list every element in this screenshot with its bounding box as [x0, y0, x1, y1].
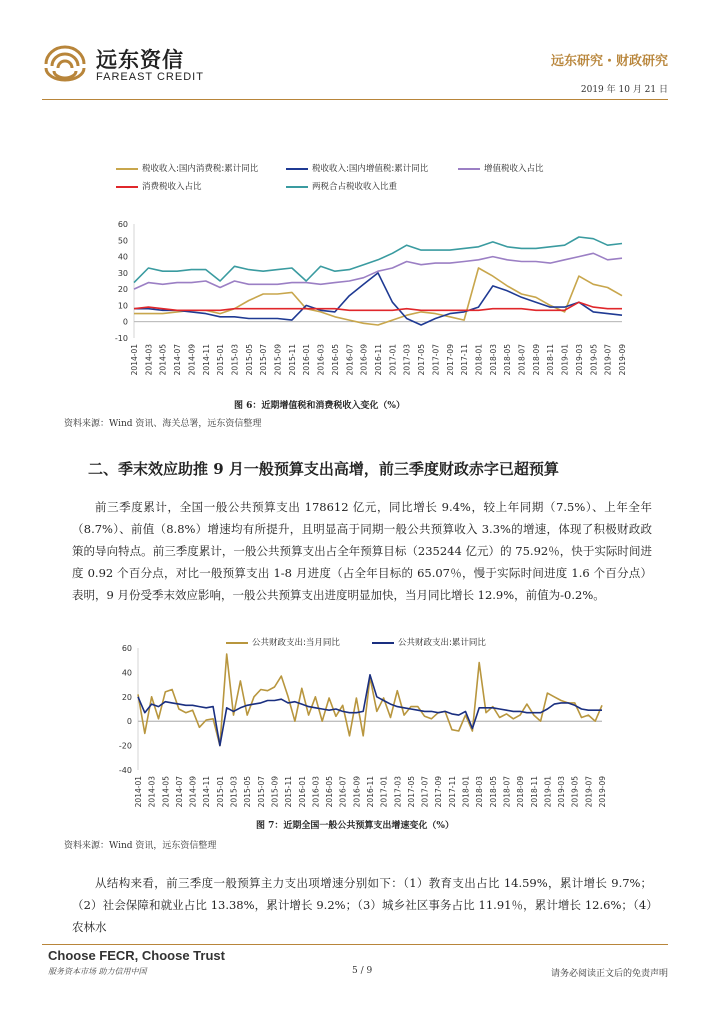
report-date: 2019 年 10 月 21 日: [580, 85, 668, 95]
fig6-ytick-label: 40: [117, 252, 128, 262]
fig7-xtick-label: 2018-01: [461, 776, 471, 808]
legend-swatch: [458, 168, 480, 170]
fig7-xtick-label: 2016-09: [352, 776, 362, 808]
fig6-ytick-label: 30: [117, 268, 128, 278]
fig7-xtick-label: 2018-09: [516, 776, 526, 808]
fig6-ytick-label: 20: [117, 285, 128, 295]
fig6-ytick-label: 50: [117, 236, 128, 246]
fig7-xtick-label: 2018-11: [529, 776, 539, 808]
fig7-xtick-label: 2014-05: [161, 776, 171, 808]
report-series-title: 远东研究・财政研究: [550, 54, 668, 69]
fig7-xtick-label: 2015-11: [284, 776, 294, 808]
fig7-ytick-label: -20: [118, 741, 132, 751]
fig7-xtick-label: 2018-07: [502, 776, 512, 808]
paragraph: 前三季度累计，全国一般公共预算支出 178612 亿元，同比增长 9.4%，较上年同期（7.5%）、上年全年（8.7%）、前值（8.8%）增速均有所提升，且明显高于同期一般公共预算收入 3.3%的增速，体现了积极财政政策的导向特点。前三季度累计，一般公共预算支出占全年预算目标（235244 亿元）的 75.92％，快于实际时间进度 0.92 个百分点，对比一般预算支出 1-8 月进度（占全年目标的 65.07％，慢于实际时间进度 1.6 个百分点）表明，9 月份受季末效应影响，一般公共预算支出进度明显加快，当月同比增长 12.9%，前值为-0.2%。: [72, 500, 652, 602]
fig7-xtick-label: 2017-01: [379, 776, 389, 808]
section-heading: 二、季末效应助推 9 月一般预算支出高增，前三季度财政赤字已超预算: [88, 460, 559, 478]
fig6-xtick-label: 2015-07: [259, 344, 269, 376]
fig7-caption: 图 7：近期全国一般公共预算支出增速变化（%）: [256, 821, 454, 831]
fig6-ytick-label: 0: [122, 317, 128, 327]
fig7-xtick-label: 2017-09: [434, 776, 444, 808]
fig7-xtick-label: 2019-01: [543, 776, 553, 808]
footer-divider: [42, 944, 668, 945]
fig7-xtick-label: 2017-07: [420, 776, 430, 808]
footer-slogan: 服务资本市场 助力信用中国: [48, 967, 147, 976]
fig6-xtick-label: 2015-05: [244, 344, 254, 376]
fig6-source: 资料来源：Wind 资讯、海关总署，远东资信整理: [64, 419, 262, 429]
fig6-legend-item: [116, 180, 202, 192]
fig6-xtick-label: 2019-01: [560, 344, 570, 376]
fig6-xtick-label: 2015-03: [230, 344, 240, 376]
fig6-xtick-label: 2018-07: [517, 344, 527, 376]
fig6-legend-label: 税收收入:国内增值税:累计同比: [312, 164, 429, 174]
logo-chinese-name: 远东资信: [96, 48, 184, 72]
fig6-xtick-label: 2014-05: [158, 344, 168, 376]
fig6-xtick-label: 2018-05: [503, 344, 513, 376]
fig7-xtick-label: 2019-05: [570, 776, 580, 808]
fig7-xtick-label: 2015-03: [229, 776, 239, 808]
fig7-legend-label: 公共财政支出:累计同比: [398, 638, 486, 648]
fig7-xtick-label: 2014-11: [202, 776, 212, 808]
fig7-xtick-label: 2016-05: [325, 776, 335, 808]
legend-swatch: [116, 186, 138, 188]
fig7-xtick-label: 2014-07: [174, 776, 184, 808]
fig7-xtick-label: 2014-01: [134, 776, 143, 808]
footer-tagline: Choose FECR, Choose Trust: [48, 948, 225, 963]
fig7-xtick-label: 2014-03: [147, 776, 157, 808]
fig6-xtick-label: 2016-03: [316, 344, 326, 376]
fig6-xtick-label: 2016-09: [359, 344, 369, 376]
logo-english-name: FAREAST CREDIT: [96, 71, 204, 83]
fig6-xtick-label: 2014-01: [130, 344, 139, 376]
fig6-legend-item: [286, 180, 397, 192]
fig6-xtick-label: 2017-03: [402, 344, 412, 376]
fig7-ytick-label: 0: [126, 717, 132, 727]
fig7-xtick-label: 2014-09: [188, 776, 198, 808]
fig6-legend-label: 消费税收入占比: [142, 182, 202, 192]
fig6-ytick-label: 10: [117, 301, 128, 311]
fig7-xtick-label: 2015-01: [215, 776, 225, 808]
fig7-xtick-label: 2016-01: [297, 776, 307, 808]
fig7-xtick-label: 2015-05: [243, 776, 253, 808]
fig6-xtick-label: 2016-01: [302, 344, 312, 376]
fig6-xtick-label: 2017-05: [417, 344, 427, 376]
fig6-series-line-0: [134, 268, 622, 325]
fig6-ytick-label: -10: [114, 334, 128, 343]
header-divider: [42, 99, 668, 100]
fig7-ytick-label: 60: [121, 644, 132, 653]
fig7-ytick-label: 20: [121, 692, 132, 702]
fig6-ytick-label: 60: [117, 220, 128, 229]
fig7-xtick-label: 2015-07: [256, 776, 266, 808]
fig6-xtick-label: 2018-09: [531, 344, 541, 376]
fig7-legend-label: 公共财政支出:当月同比: [252, 638, 340, 648]
fig6-xtick-label: 2016-11: [374, 344, 383, 376]
fig7-xtick-label: 2015-09: [270, 776, 280, 808]
fig7-xtick-label: 2017-05: [406, 776, 416, 808]
paragraph: 从结构来看，前三季度一般预算主力支出项增速分别如下：（1）教育支出占比 14.59%，累计增长 9.7%；（2）社会保障和就业占比 13.38%，累计增长 9.2%；（3）城乡社区事务占比 11.91％，累计增长 12.6%；（4）农林水: [72, 876, 652, 934]
fig7-ytick-label: 40: [121, 668, 132, 678]
fig6-xtick-label: 2017-09: [445, 344, 455, 376]
fareast-logo-icon: [42, 42, 88, 82]
fig6-xtick-label: 2014-11: [201, 344, 211, 376]
legend-swatch: [116, 168, 138, 170]
footer-disclaimer: 请务必阅读正文后的免责声明: [550, 969, 668, 979]
fig6-xtick-label: 2014-09: [187, 344, 197, 376]
fig6-legend-label: 增值税收入占比: [484, 164, 544, 174]
fig6-xtick-label: 2014-07: [173, 344, 183, 376]
fig7-xtick-label: 2016-11: [366, 776, 375, 808]
fig6-series-line-4: [134, 237, 622, 283]
fig7-xtick-label: 2018-03: [475, 776, 485, 808]
fig7-xtick-label: 2017-11: [447, 776, 457, 808]
fig6-legend-label: 税收收入:国内消费税:累计同比: [142, 164, 259, 174]
fig6-caption: 图 6：近期增值税和消费税收入变化（%）: [234, 401, 405, 411]
fig7-series-line-1: [138, 675, 602, 746]
fig6-xtick-label: 2016-05: [330, 344, 340, 376]
fig6-xtick-label: 2018-11: [546, 344, 556, 376]
legend-swatch: [286, 168, 308, 170]
fig7-source: 资料来源：Wind 资讯，远东资信整理: [64, 841, 217, 851]
fig6-xtick-label: 2019-09: [618, 344, 627, 376]
fig6-xtick-label: 2018-01: [474, 344, 484, 376]
legend-swatch: [286, 186, 308, 188]
fig6-legend-item: [286, 162, 428, 174]
fig6-legend-item: [116, 162, 258, 174]
fig6-series-line-1: [134, 273, 622, 325]
fig7-xtick-label: 2017-03: [393, 776, 403, 808]
fig6-xtick-label: 2015-01: [216, 344, 226, 376]
fig6-xtick-label: 2018-03: [488, 344, 498, 376]
fig7-xtick-label: 2018-05: [488, 776, 498, 808]
fig7-xtick-label: 2019-07: [584, 776, 594, 808]
fig7-series-line-0: [138, 654, 602, 746]
fig6-xtick-label: 2017-01: [388, 344, 398, 376]
page-number: 5 / 9: [352, 966, 373, 976]
fig6-chart: [100, 212, 630, 392]
fig7-ytick-label: -40: [118, 766, 132, 775]
fig6-xtick-label: 2015-09: [273, 344, 283, 376]
fig6-legend-label: 两税合占税收收入比重: [312, 182, 398, 192]
fig7-chart: [104, 640, 624, 820]
fig6-legend-item: [458, 162, 544, 174]
fig7-xtick-label: 2019-03: [557, 776, 567, 808]
fig6-xtick-label: 2014-03: [144, 344, 154, 376]
fig6-xtick-label: 2017-07: [431, 344, 441, 376]
fig6-xtick-label: 2019-07: [603, 344, 613, 376]
fig6-xtick-label: 2015-11: [287, 344, 297, 376]
fig6-xtick-label: 2017-11: [460, 344, 470, 376]
fig7-xtick-label: 2016-07: [338, 776, 348, 808]
fig7-xtick-label: 2016-03: [311, 776, 321, 808]
fig7-xtick-label: 2019-09: [598, 776, 607, 808]
fig6-xtick-label: 2019-05: [589, 344, 599, 376]
fig6-xtick-label: 2019-03: [574, 344, 584, 376]
fig6-xtick-label: 2016-07: [345, 344, 355, 376]
